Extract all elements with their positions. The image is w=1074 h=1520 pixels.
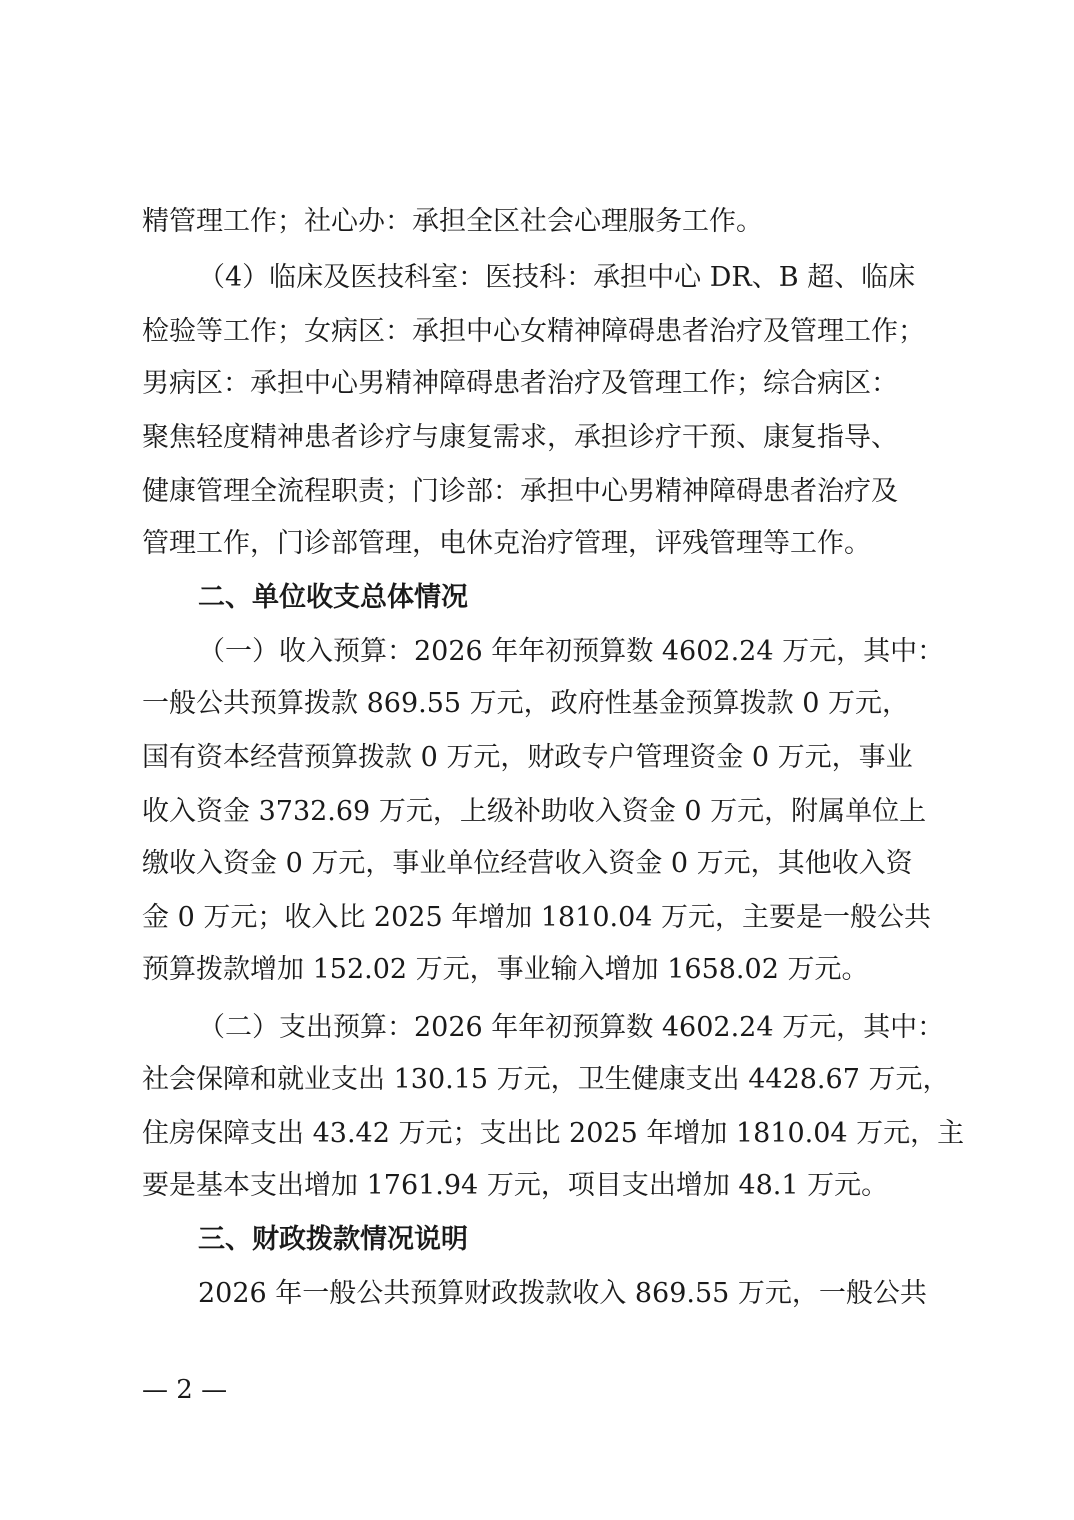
paragraph-line: 检验等工作；女病区：承担中心女精神障碍患者治疗及管理工作； [142, 316, 925, 347]
paragraph-line: 男病区：承担中心男精神障碍患者治疗及管理工作；综合病区： [142, 368, 898, 399]
paragraph-line: 预算拨款增加 152.02 万元，事业输入增加 1658.02 万元。 [142, 954, 869, 985]
paragraph-line: 2026 年一般公共预算财政拨款收入 869.55 万元，一般公共 [198, 1278, 927, 1309]
paragraph-line: 管理工作，门诊部管理，电休克治疗管理，评残管理等工作。 [142, 528, 871, 559]
paragraph-line: 国有资本经营预算拨款 0 万元，财政专户管理资金 0 万元，事业 [142, 742, 913, 773]
section-heading: 三、财政拨款情况说明 [198, 1224, 468, 1255]
page-number: — 2 — [142, 1375, 228, 1405]
paragraph-line: 一般公共预算拨款 869.55 万元，政府性基金预算拨款 0 万元， [142, 688, 909, 719]
paragraph-line: 金 0 万元；收入比 2025 年增加 1810.04 万元，主要是一般公共 [142, 902, 932, 933]
paragraph-line: 聚焦轻度精神患者诊疗与康复需求，承担诊疗干预、康复指导、 [142, 422, 898, 453]
paragraph-line: 健康管理全流程职责；门诊部：承担中心男精神障碍患者治疗及 [142, 476, 898, 507]
paragraph-line: 要是基本支出增加 1761.94 万元，项目支出增加 48.1 万元。 [142, 1170, 889, 1201]
paragraph-line: （二）支出预算：2026 年年初预算数 4602.24 万元，其中： [198, 1012, 945, 1043]
paragraph-line: 社会保障和就业支出 130.15 万元，卫生健康支出 4428.67 万元， [142, 1064, 950, 1095]
paragraph-line: 精管理工作；社心办：承担全区社会心理服务工作。 [142, 206, 763, 237]
paragraph-line: 收入资金 3732.69 万元，上级补助收入资金 0 万元，附属单位上 [142, 796, 927, 827]
paragraph-line: 缴收入资金 0 万元，事业单位经营收入资金 0 万元，其他收入资 [142, 848, 913, 879]
paragraph-line: 住房保障支出 43.42 万元；支出比 2025 年增加 1810.04 万元，主 [142, 1118, 965, 1149]
paragraph-line: （一）收入预算：2026 年年初预算数 4602.24 万元，其中： [198, 636, 945, 667]
paragraph-line: （4）临床及医技科室：医技科：承担中心 DR、B 超、临床 [198, 262, 916, 293]
section-heading: 二、单位收支总体情况 [198, 582, 468, 613]
